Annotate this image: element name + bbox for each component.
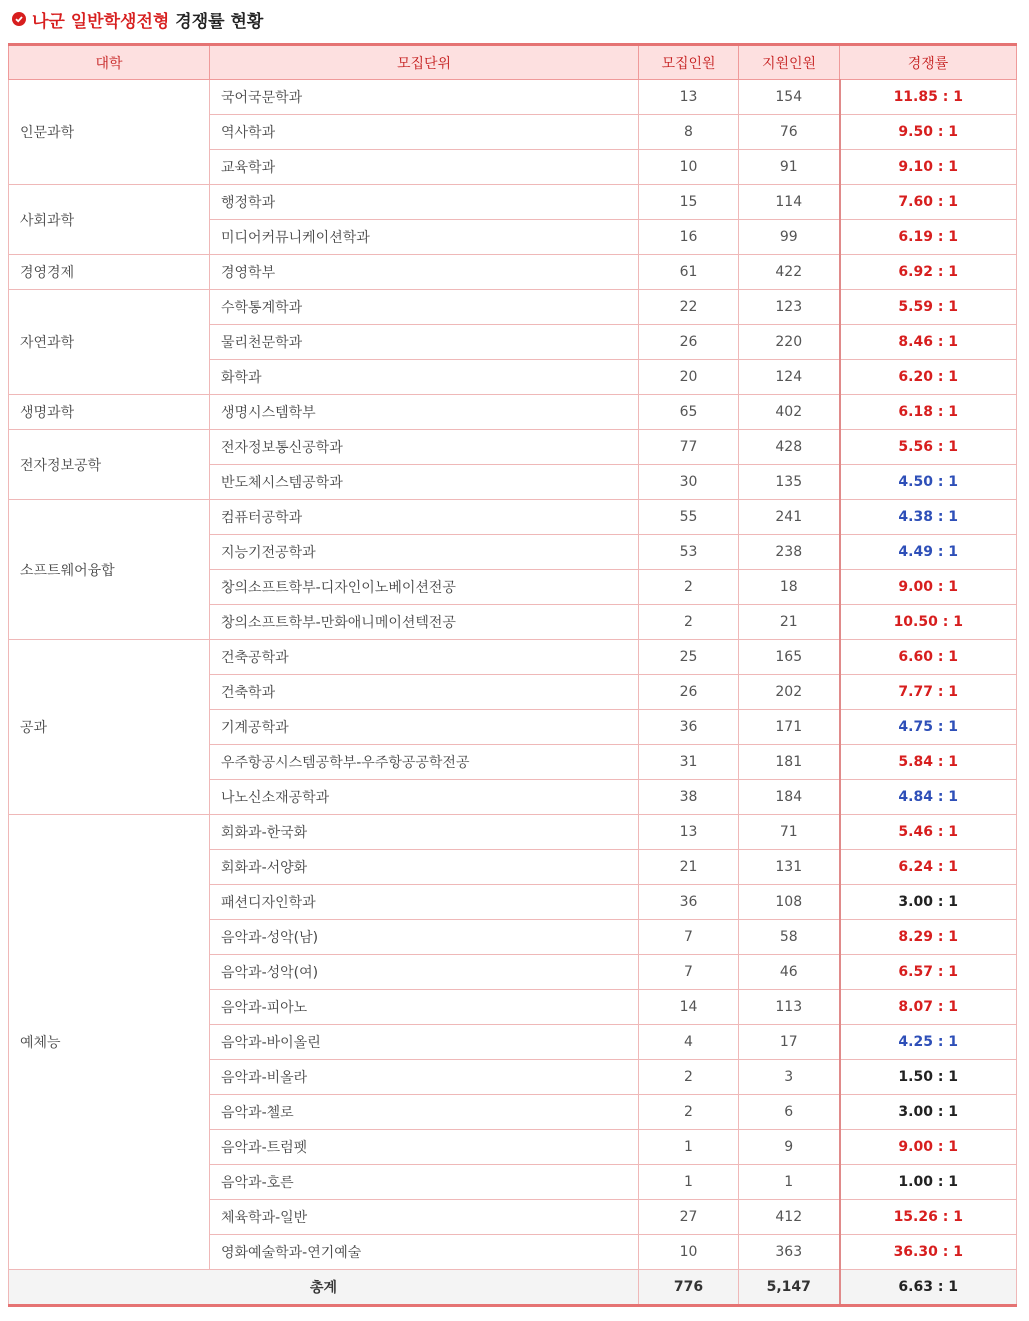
ratio-cell: 5.84 : 1: [840, 745, 1017, 780]
unit-cell: 음악과-성악(남): [210, 920, 639, 955]
unit-cell: 창의소프트학부-디자인이노베이션전공: [210, 570, 639, 605]
quota-cell: 1: [639, 1130, 739, 1165]
unit-cell: 음악과-성악(여): [210, 955, 639, 990]
ratio-cell: 4.49 : 1: [840, 535, 1017, 570]
unit-cell: 행정학과: [210, 185, 639, 220]
ratio-cell: 5.56 : 1: [840, 430, 1017, 465]
ratio-cell: 15.26 : 1: [840, 1200, 1017, 1235]
ratio-cell: 8.29 : 1: [840, 920, 1017, 955]
quota-cell: 55: [639, 500, 739, 535]
applicants-cell: 76: [739, 115, 840, 150]
applicants-cell: 21: [739, 605, 840, 640]
unit-cell: 생명시스템학부: [210, 395, 639, 430]
quota-cell: 14: [639, 990, 739, 1025]
unit-cell: 음악과-첼로: [210, 1095, 639, 1130]
university-cell: 자연과학: [9, 290, 210, 395]
unit-cell: 창의소프트학부-만화애니메이션텍전공: [210, 605, 639, 640]
header-row: [9, 45, 1017, 80]
competition-table: [8, 43, 1017, 1307]
quota-cell: 31: [639, 745, 739, 780]
unit-cell: 음악과-트럼펫: [210, 1130, 639, 1165]
ratio-cell: 6.57 : 1: [840, 955, 1017, 990]
university-cell: 경영경제: [9, 255, 210, 290]
col-header-unit: 모집단위: [210, 45, 639, 80]
quota-cell: 30: [639, 465, 739, 500]
ratio-cell: 6.92 : 1: [840, 255, 1017, 290]
ratio-cell: 6.60 : 1: [840, 640, 1017, 675]
applicants-cell: 241: [739, 500, 840, 535]
applicants-cell: 18: [739, 570, 840, 605]
applicants-cell: 114: [739, 185, 840, 220]
quota-cell: 26: [639, 325, 739, 360]
unit-cell: 음악과-호른: [210, 1165, 639, 1200]
ratio-cell: 6.18 : 1: [840, 395, 1017, 430]
unit-cell: 음악과-피아노: [210, 990, 639, 1025]
col-header-quota: 모집인원: [639, 45, 739, 80]
page-title: [12, 8, 263, 30]
applicants-cell: 123: [739, 290, 840, 325]
col-header-university: 대학: [9, 45, 210, 80]
applicants-cell: 422: [739, 255, 840, 290]
unit-cell: 역사학과: [210, 115, 639, 150]
quota-cell: 22: [639, 290, 739, 325]
ratio-cell: 4.50 : 1: [840, 465, 1017, 500]
unit-cell: 지능기전공학과: [210, 535, 639, 570]
quota-cell: 36: [639, 885, 739, 920]
unit-cell: 미디어커뮤니케이션학과: [210, 220, 639, 255]
ratio-cell: 6.19 : 1: [840, 220, 1017, 255]
unit-cell: 나노신소재공학과: [210, 780, 639, 815]
table-row: [9, 500, 1017, 535]
applicants-cell: 124: [739, 360, 840, 395]
table-row: [9, 395, 1017, 430]
unit-cell: 물리천문학과: [210, 325, 639, 360]
applicants-cell: 46: [739, 955, 840, 990]
quota-cell: 8: [639, 115, 739, 150]
unit-cell: 음악과-바이올린: [210, 1025, 639, 1060]
unit-cell: 전자정보통신공학과: [210, 430, 639, 465]
applicants-cell: 171: [739, 710, 840, 745]
ratio-cell: 1.50 : 1: [840, 1060, 1017, 1095]
unit-cell: 음악과-비올라: [210, 1060, 639, 1095]
quota-cell: 20: [639, 360, 739, 395]
applicants-cell: 91: [739, 150, 840, 185]
ratio-cell: 1.00 : 1: [840, 1165, 1017, 1200]
unit-cell: 국어국문학과: [210, 80, 639, 115]
ratio-cell: 9.00 : 1: [840, 570, 1017, 605]
ratio-cell: 9.00 : 1: [840, 1130, 1017, 1165]
quota-cell: 16: [639, 220, 739, 255]
unit-cell: 건축학과: [210, 675, 639, 710]
total-row: [9, 1270, 1017, 1306]
table-row: [9, 290, 1017, 325]
university-cell: 공과: [9, 640, 210, 815]
quota-cell: 53: [639, 535, 739, 570]
quota-cell: 2: [639, 570, 739, 605]
unit-cell: 화학과: [210, 360, 639, 395]
ratio-cell: 11.85 : 1: [840, 80, 1017, 115]
quota-cell: 15: [639, 185, 739, 220]
applicants-cell: 184: [739, 780, 840, 815]
quota-cell: 13: [639, 815, 739, 850]
university-cell: 인문과학: [9, 80, 210, 185]
table-row: [9, 430, 1017, 465]
quota-cell: 36: [639, 710, 739, 745]
applicants-cell: 363: [739, 1235, 840, 1270]
total-quota: 776: [639, 1270, 739, 1306]
ratio-cell: 8.46 : 1: [840, 325, 1017, 360]
unit-cell: 교육학과: [210, 150, 639, 185]
university-cell: 소프트웨어융합: [9, 500, 210, 640]
applicants-cell: 412: [739, 1200, 840, 1235]
ratio-cell: 4.25 : 1: [840, 1025, 1017, 1060]
applicants-cell: 238: [739, 535, 840, 570]
ratio-cell: 3.00 : 1: [840, 885, 1017, 920]
applicants-cell: 108: [739, 885, 840, 920]
table-row: [9, 185, 1017, 220]
quota-cell: 1: [639, 1165, 739, 1200]
col-header-ratio: 경쟁률: [840, 45, 1017, 80]
total-label: 총계: [9, 1270, 639, 1306]
ratio-cell: 7.60 : 1: [840, 185, 1017, 220]
total-applicants: 5,147: [739, 1270, 840, 1306]
quota-cell: 10: [639, 150, 739, 185]
ratio-cell: 5.46 : 1: [840, 815, 1017, 850]
unit-cell: 수학통계학과: [210, 290, 639, 325]
title-highlight: 나군 일반학생전형: [32, 11, 170, 32]
applicants-cell: 135: [739, 465, 840, 500]
unit-cell: 우주항공시스템공학부-우주항공공학전공: [210, 745, 639, 780]
ratio-cell: 10.50 : 1: [840, 605, 1017, 640]
quota-cell: 10: [639, 1235, 739, 1270]
applicants-cell: 6: [739, 1095, 840, 1130]
quota-cell: 26: [639, 675, 739, 710]
unit-cell: 경영학부: [210, 255, 639, 290]
ratio-cell: 5.59 : 1: [840, 290, 1017, 325]
university-cell: 예체능: [9, 815, 210, 1270]
university-cell: 전자정보공학: [9, 430, 210, 500]
title-rest: 경쟁률 현황: [175, 11, 264, 32]
quota-cell: 13: [639, 80, 739, 115]
applicants-cell: 17: [739, 1025, 840, 1060]
quota-cell: 77: [639, 430, 739, 465]
quota-cell: 7: [639, 920, 739, 955]
ratio-cell: 6.24 : 1: [840, 850, 1017, 885]
ratio-cell: 3.00 : 1: [840, 1095, 1017, 1130]
table-row: [9, 255, 1017, 290]
applicants-cell: 181: [739, 745, 840, 780]
applicants-cell: 154: [739, 80, 840, 115]
ratio-cell: 8.07 : 1: [840, 990, 1017, 1025]
applicants-cell: 402: [739, 395, 840, 430]
applicants-cell: 9: [739, 1130, 840, 1165]
quota-cell: 4: [639, 1025, 739, 1060]
applicants-cell: 202: [739, 675, 840, 710]
quota-cell: 2: [639, 1060, 739, 1095]
unit-cell: 기계공학과: [210, 710, 639, 745]
quota-cell: 2: [639, 1095, 739, 1130]
applicants-cell: 1: [739, 1165, 840, 1200]
ratio-cell: 4.38 : 1: [840, 500, 1017, 535]
applicants-cell: 99: [739, 220, 840, 255]
ratio-cell: 9.50 : 1: [840, 115, 1017, 150]
unit-cell: 체육학과-일반: [210, 1200, 639, 1235]
quota-cell: 38: [639, 780, 739, 815]
check-circle-icon: [12, 12, 26, 26]
quota-cell: 2: [639, 605, 739, 640]
ratio-cell: 36.30 : 1: [840, 1235, 1017, 1270]
quota-cell: 7: [639, 955, 739, 990]
ratio-cell: 4.84 : 1: [840, 780, 1017, 815]
unit-cell: 건축공학과: [210, 640, 639, 675]
ratio-cell: 9.10 : 1: [840, 150, 1017, 185]
unit-cell: 회화과-한국화: [210, 815, 639, 850]
quota-cell: 21: [639, 850, 739, 885]
unit-cell: 컴퓨터공학과: [210, 500, 639, 535]
applicants-cell: 3: [739, 1060, 840, 1095]
quota-cell: 65: [639, 395, 739, 430]
table-row: [9, 80, 1017, 115]
table-row: [9, 640, 1017, 675]
col-header-applicants: 지원인원: [739, 45, 840, 80]
unit-cell: 반도체시스템공학과: [210, 465, 639, 500]
quota-cell: 61: [639, 255, 739, 290]
applicants-cell: 71: [739, 815, 840, 850]
quota-cell: 25: [639, 640, 739, 675]
unit-cell: 영화예술학과-연기예술: [210, 1235, 639, 1270]
unit-cell: 회화과-서양화: [210, 850, 639, 885]
applicants-cell: 220: [739, 325, 840, 360]
table-row: [9, 815, 1017, 850]
applicants-cell: 165: [739, 640, 840, 675]
university-cell: 생명과학: [9, 395, 210, 430]
ratio-cell: 4.75 : 1: [840, 710, 1017, 745]
ratio-cell: 7.77 : 1: [840, 675, 1017, 710]
ratio-cell: 6.20 : 1: [840, 360, 1017, 395]
applicants-cell: 428: [739, 430, 840, 465]
applicants-cell: 58: [739, 920, 840, 955]
applicants-cell: 113: [739, 990, 840, 1025]
quota-cell: 27: [639, 1200, 739, 1235]
applicants-cell: 131: [739, 850, 840, 885]
university-cell: 사회과학: [9, 185, 210, 255]
total-ratio: 6.63 : 1: [840, 1270, 1017, 1306]
unit-cell: 패션디자인학과: [210, 885, 639, 920]
